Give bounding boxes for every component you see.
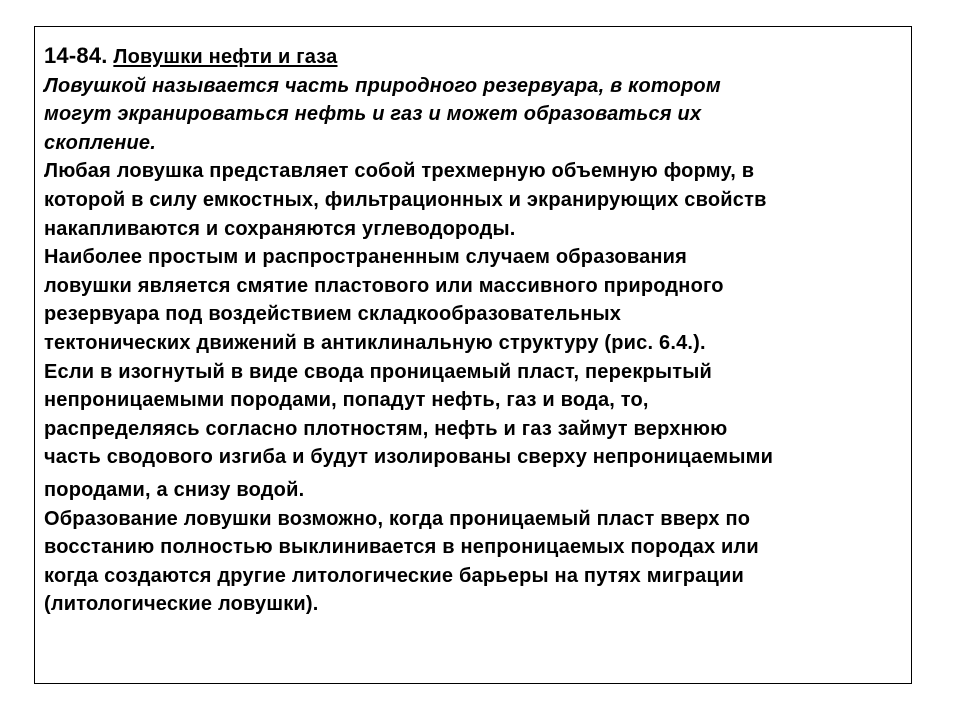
paragraph-line: (литологические ловушки). <box>44 593 319 616</box>
definition-line: скопление. <box>44 131 156 154</box>
paragraph-line: Любая ловушка представляет собой трехмерную объемную форму, в <box>44 160 755 183</box>
paragraph-line: Наиболее простым и распространенным случаем образования <box>44 246 688 269</box>
paragraph-line: накапливаются и сохраняются углеводороды. <box>44 217 516 240</box>
definition-line: Ловушкой называется часть природного резервуара, в котором <box>44 74 721 97</box>
paragraph-lithologic <box>44 505 910 619</box>
paragraph-line: которой в силу емкостных, фильтрационных и экранирующих свойств <box>44 188 767 211</box>
paragraph-anticline <box>44 243 910 357</box>
paragraph-line: восстанию полностью выклинивается в непроницаемых породах или <box>44 536 759 559</box>
paragraph-line: ловушки является смятие пластового или массивного природного <box>44 274 724 297</box>
paragraph-line: распределяясь согласно плотностям, нефть и газ займут верхнюю <box>44 417 728 440</box>
paragraph-line: резервуара под воздействием складкообразовательных <box>44 303 622 326</box>
heading-title: Ловушки нефти и газа <box>113 46 338 68</box>
paragraph-line: Образование ловушки возможно, когда проницаемый пласт вверх по <box>44 507 751 530</box>
paragraph-line: тектонических движений в антиклинальную структуру (рис. 6.4.). <box>44 331 706 354</box>
heading <box>44 42 910 72</box>
definition-line: могут экранироваться нефть и газ и может образоваться их <box>44 103 702 126</box>
paragraph-line: когда создаются другие литологические барьеры на путях миграции <box>44 564 744 587</box>
paragraph-dome <box>44 358 910 505</box>
paragraph-line: часть сводового изгиба и будут изолированы сверху непроницаемыми <box>44 446 774 469</box>
heading-number: 14-84. <box>44 43 108 68</box>
paragraph-line: непроницаемыми породами, попадут нефть, газ и вода, то, <box>44 389 649 412</box>
paragraph-trap-form <box>44 157 910 243</box>
definition-paragraph <box>44 72 910 158</box>
paragraph-line: породами, а снизу водой. <box>44 478 305 501</box>
paragraph-line: Если в изогнутый в виде свода проницаемый пласт, перекрытый <box>44 360 713 383</box>
slide-content <box>44 42 910 619</box>
